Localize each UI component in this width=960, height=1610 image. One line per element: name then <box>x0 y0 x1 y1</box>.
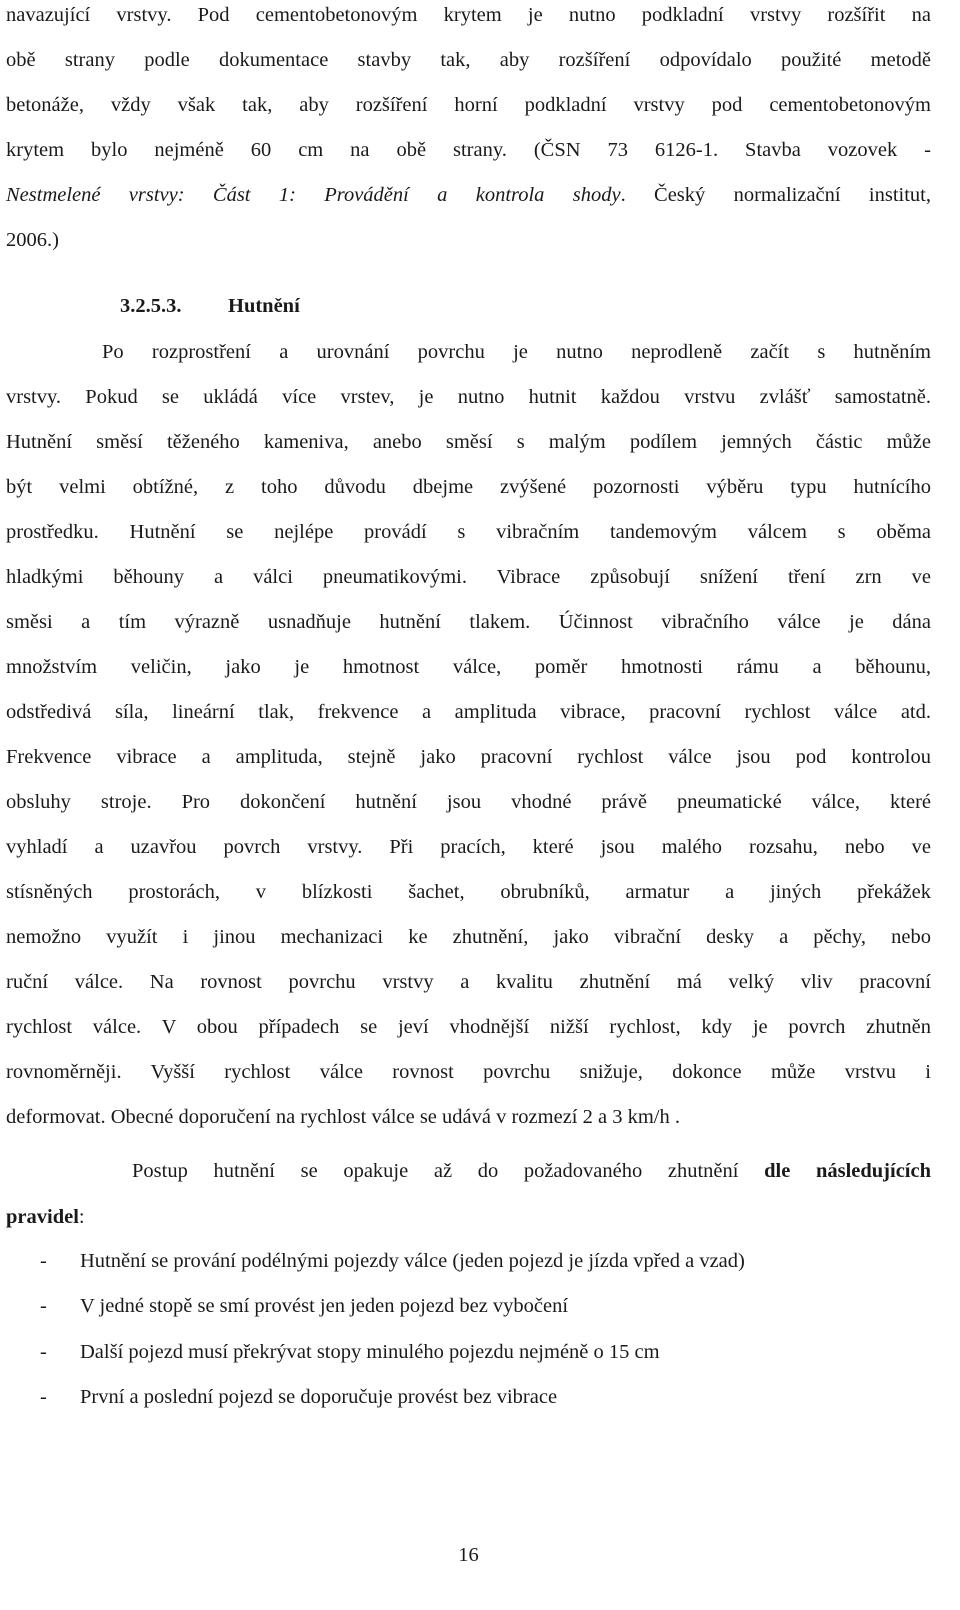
document-page <box>6 0 931 1610</box>
list-item-text: V jedné stopě se smí provést jen jeden pojezd bez vybočení <box>80 1295 569 1317</box>
list-item-text: První a poslední pojezd se doporučuje provést bez vibrace <box>80 1386 558 1408</box>
paragraph-line: deformovat. Obecné doporučení na rychlost válce se udává v rozmezí 2 a 3 km/h . <box>6 1106 680 1128</box>
rules-lead: Postup hutnění se opakuje až do požadovaného zhutnění <box>132 1160 765 1182</box>
paragraph-line: stísněných prostorách, v blízkosti šachet, obrubníků, armatur a jiných překážek <box>6 881 931 903</box>
dash-bullet: - <box>40 1295 47 1317</box>
list-item-text: Další pojezd musí překrývat stopy minulého pojezdu nejméně o 15 cm <box>80 1341 660 1363</box>
rules-bold: dle následujících <box>764 1160 931 1182</box>
dash-bullet: - <box>40 1250 47 1272</box>
paragraph-line: krytem bylo nejméně 60 cm na obě strany. (ČSN 73 6126-1. Stavba vozovek - <box>6 139 931 161</box>
rules-colon: : <box>78 1206 85 1228</box>
list-item-text: Hutnění se prování podélnými pojezdy válce (jeden pojezd je jízda vpřed a vzad) <box>80 1250 745 1272</box>
dash-bullet: - <box>40 1386 47 1408</box>
dash-bullet: - <box>40 1341 47 1363</box>
paragraph-line: Hutnění směsí těženého kameniva, anebo směsí s malým podílem jemných částic může <box>6 431 931 453</box>
paragraph-line: 2006.) <box>6 229 59 251</box>
paragraph-line: navazující vrstvy. Pod cementobetonovým krytem je nutno podkladní vrstvy rozšířit na <box>6 4 931 26</box>
paragraph-line: Po rozprostření a urovnání povrchu je nutno neprodleně začít s hutněním <box>102 341 931 363</box>
section-title: Hutnění <box>228 295 300 317</box>
paragraph-line <box>132 1158 931 1184</box>
paragraph-line: Frekvence vibrace a amplituda, stejně jako pracovní rychlost válce jsou pod kontrolou <box>6 746 931 768</box>
rules-bold-word: pravidel <box>6 1206 79 1228</box>
paragraph-line: ruční válce. Na rovnost povrchu vrstvy a kvalitu zhutnění má velký vliv pracovní <box>6 971 931 993</box>
paragraph-line <box>6 182 931 208</box>
citation-tail: . Český normalizační institut, <box>620 184 931 206</box>
paragraph-line: obě strany podle dokumentace stavby tak, aby rozšíření odpovídalo použité metodě <box>6 49 931 71</box>
paragraph-line <box>6 1204 85 1230</box>
paragraph-line: rovnoměrněji. Vyšší rychlost válce rovnost povrchu snižuje, dokonce může vrstvu i <box>6 1061 931 1083</box>
section-heading <box>120 293 300 319</box>
paragraph-line: vrstvy. Pokud se ukládá více vrstev, je nutno hutnit každou vrstvu zvlášť samostatně. <box>6 386 931 408</box>
paragraph-line: odstředivá síla, lineární tlak, frekvence a amplituda vibrace, pracovní rychlost válce atd. <box>6 701 931 723</box>
paragraph-line: hladkými běhouny a válci pneumatikovými. Vibrace způsobují snížení tření zrn ve <box>6 566 931 588</box>
paragraph-line: obsluhy stroje. Pro dokončení hutnění jsou vhodné právě pneumatické válce, které <box>6 791 931 813</box>
paragraph-line: betonáže, vždy však tak, aby rozšíření horní podkladní vrstvy pod cementobetonovým <box>6 94 931 116</box>
page-number: 16 <box>458 1544 479 1566</box>
citation-title: Nestmelené vrstvy: Část 1: Provádění a kontrola shody <box>6 184 621 206</box>
paragraph-line: množstvím veličin, jako je hmotnost válce, poměr hmotnosti rámu a běhounu, <box>6 656 931 678</box>
paragraph-line: prostředku. Hutnění se nejlépe provádí s vibračním tandemovým válcem s oběma <box>6 521 931 543</box>
section-number: 3.2.5.3. <box>120 295 182 317</box>
paragraph-line: být velmi obtížné, z toho důvodu dbejme zvýšené pozornosti výběru typu hutnícího <box>6 476 931 498</box>
paragraph-line: nemožno využít i jinou mechanizaci ke zhutnění, jako vibrační desky a pěchy, nebo <box>6 926 931 948</box>
paragraph-line: vyhladí a uzavřou povrch vrstvy. Při pracích, které jsou malého rozsahu, nebo ve <box>6 836 931 858</box>
paragraph-line: směsi a tím výrazně usnadňuje hutnění tlakem. Účinnost vibračního válce je dána <box>6 611 931 633</box>
paragraph-line: rychlost válce. V obou případech se jeví vhodnější nižší rychlost, kdy je povrch zhutněn <box>6 1016 931 1038</box>
